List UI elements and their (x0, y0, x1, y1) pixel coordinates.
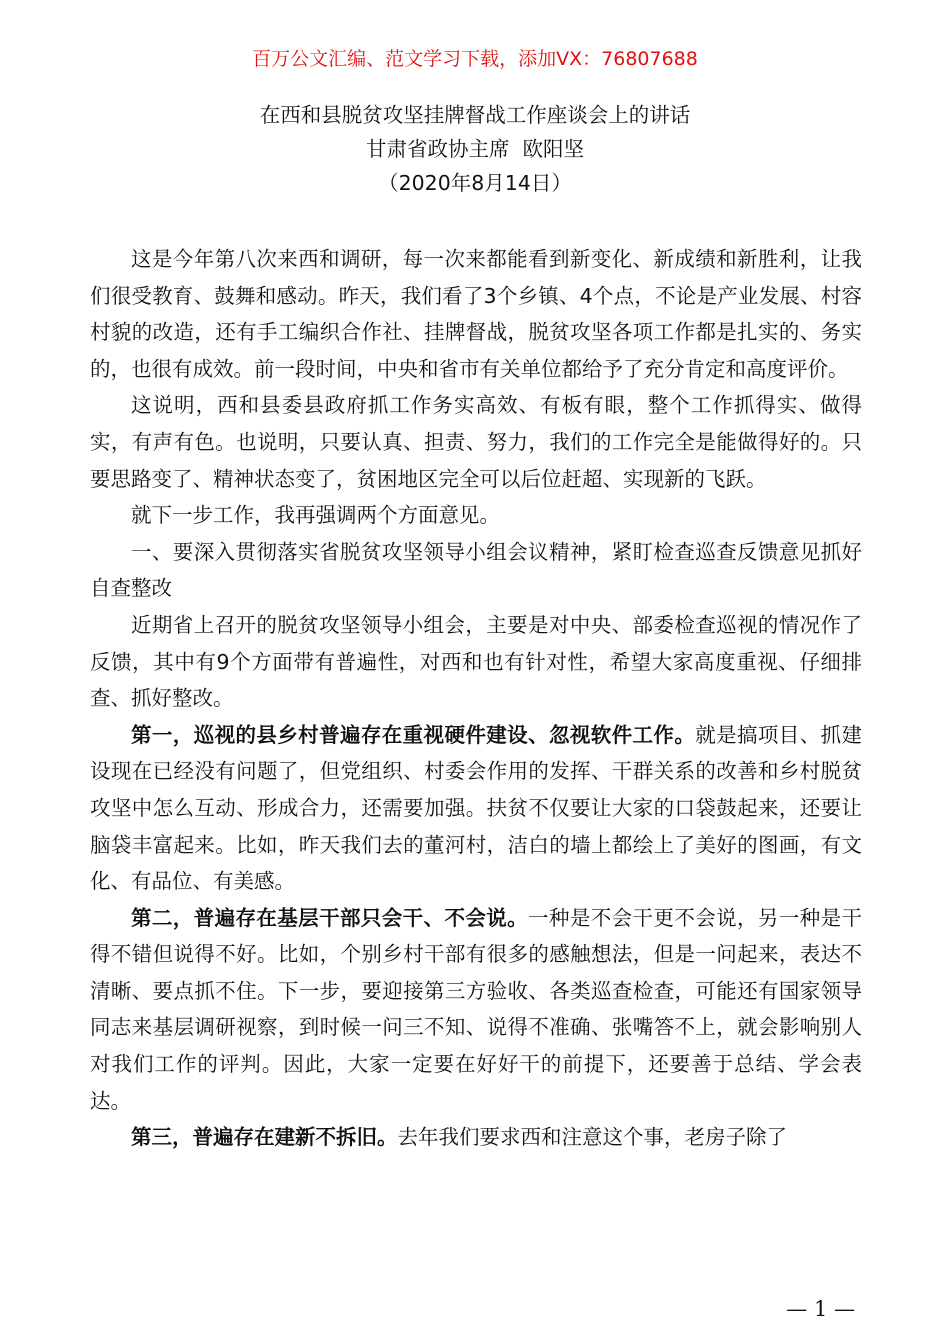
speech-title: 在西和县脱贫攻坚挂牌督战工作座谈会上的讲话 (259, 103, 691, 127)
paragraph-text: 这说明，西和县委县政府抓工作务实高效、有板有眼，整个工作抓得实、做得实，有声有色。也说明，只要认真、担责、努力，我们的工作完全是能做得好的。只要思路变了、精神状态变了，贫困地区完全可以后位赶超、实现新的飞跃。 (90, 393, 862, 491)
title-block (0, 98, 950, 200)
section-heading (90, 534, 862, 607)
paragraph-lead: 第二，普遍存在基层干部只会干、不会说。 (131, 905, 529, 930)
paragraph (90, 387, 862, 497)
speech-date: （2020年8月14日） (378, 171, 572, 195)
speech-body (90, 241, 862, 1156)
paragraph (90, 1119, 862, 1156)
paragraph (90, 900, 862, 1120)
page-number: — 1 — (786, 1297, 855, 1321)
paragraph-text: 一种是不会干更不会说，另一种是干得不错但说得不好。比如，个别乡村干部有很多的感触想法，但是一问起来，表达不清晰、要点抓不住。下一步，要迎接第三方验收、各类巡查检查，可能还有国家领导同志来基层调研视察，到时候一问三不知、说得不准确、张嘴答不上，就会影响别人对我们工作的评判。因此，大家一定要在好好干的前提下，还要善于总结、学会表达。 (90, 905, 863, 1113)
paragraph (90, 497, 862, 534)
promo-banner: 百万公文汇编、范文学习下载，添加VX：76807688 (252, 48, 698, 70)
paragraph-text: 这是今年第八次来西和调研，每一次来都能看到新变化、新成绩和新胜利，让我们很受教育、鼓舞和感动。昨天，我们看了3个乡镇、4个点，不论是产业发展、村容村貌的改造，还有手工编织合作社、挂牌督战，脱贫攻坚各项工作都是扎实的、务实的，也很有成效。前一段时间，中央和省市有关单位都给予了充分肯定和高度评价。 (90, 247, 862, 381)
paragraph (90, 607, 862, 717)
paragraph (90, 241, 862, 387)
paragraph-text: 就是搞项目、抓建设现在已经没有问题了，但党组织、村委会作用的发挥、干群关系的改善和乡村脱贫攻坚中怎么互动、形成合力，还需要加强。扶贫不仅要让大家的口袋鼓起来，还要让脑袋丰富起来。比如，昨天我们去的董河村，洁白的墙上都绘上了美好的图画，有文化、有品位、有美感。 (90, 722, 862, 894)
speech-author: 甘肃省政协主席 欧阳坚 (365, 137, 585, 161)
paragraph-text: 一、要深入贯彻落实省脱贫攻坚领导小组会议精神，紧盯检查巡查反馈意见抓好自查整改 (90, 539, 862, 601)
paragraph-text: 近期省上召开的脱贫攻坚领导小组会，主要是对中央、部委检查巡视的情况作了反馈，其中有9个方面带有普遍性，对西和也有针对性，希望大家高度重视、仔细排查、抓好整改。 (90, 612, 862, 711)
paragraph (90, 717, 862, 900)
paragraph-lead: 第一，巡视的县乡村普遍存在重视硬件建设、忽视软件工作。 (131, 722, 696, 747)
paragraph-lead: 第三，普遍存在建新不拆旧。 (131, 1125, 398, 1150)
paragraph-text: 去年我们要求西和注意这个事，老房子除了 (397, 1125, 787, 1150)
paragraph-text: 就下一步工作，我再强调两个方面意见。 (131, 503, 500, 528)
